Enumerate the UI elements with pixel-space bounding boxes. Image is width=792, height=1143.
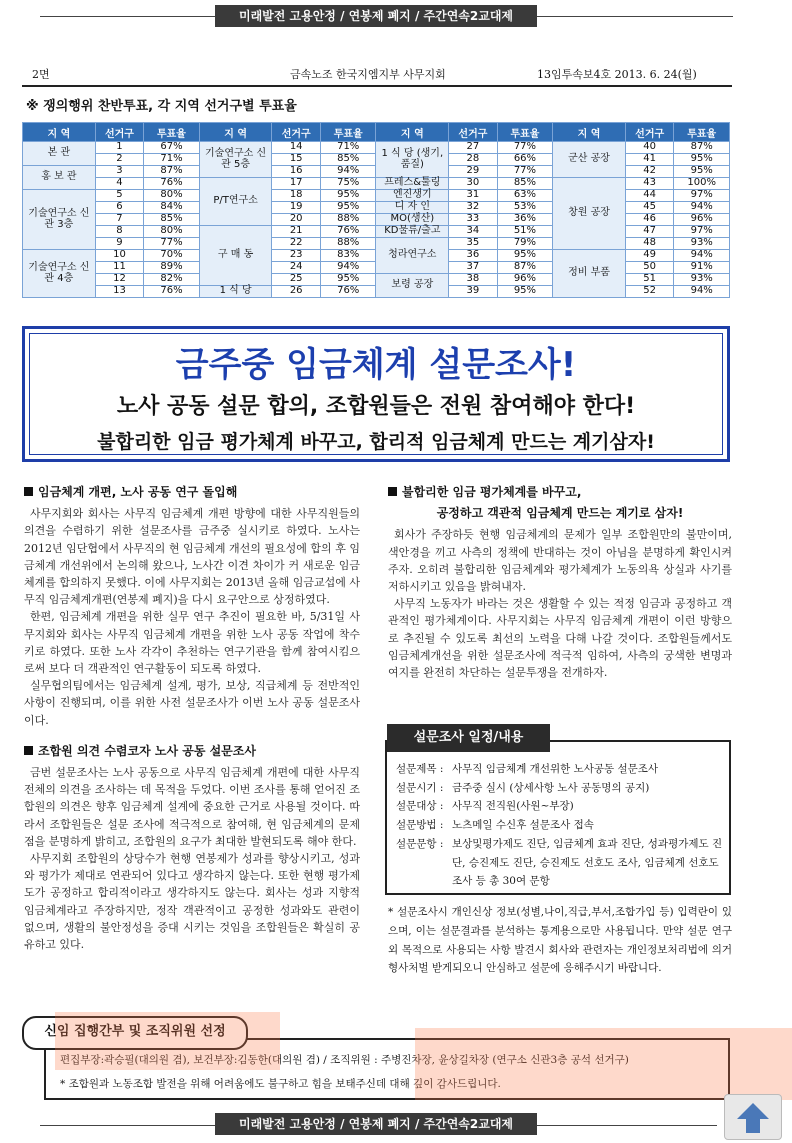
rate-cell: 76%	[320, 226, 376, 238]
rate-cell: 94%	[674, 202, 730, 214]
district-cell: 23	[272, 250, 320, 262]
scroll-top-button[interactable]	[724, 1094, 782, 1140]
rate-cell: 83%	[320, 250, 376, 262]
rate-cell: 79%	[497, 238, 553, 250]
rate-cell: 94%	[674, 250, 730, 262]
district-cell: 36	[449, 250, 497, 262]
region-cell: 보령 공장	[376, 274, 449, 298]
rate-cell: 96%	[674, 214, 730, 226]
district-cell: 8	[95, 226, 143, 238]
headline-main: 금주중 임금체계 설문조사!	[175, 345, 577, 385]
banner-rule-right	[537, 16, 733, 17]
survey-row	[396, 779, 726, 798]
survey-box-title: 설문조사 일정/내용	[387, 724, 550, 752]
left-column	[24, 484, 360, 953]
headline-sub-2: 불합리한 임금 평가체계 바꾸고, 합리적 임금체계 만드는 계기삼자!	[97, 431, 655, 453]
col-header: 선거구	[625, 123, 673, 142]
section-1-title: 임금체계 개편, 노사 공동 연구 돌입해	[38, 485, 238, 499]
survey-row	[396, 816, 726, 835]
rate-cell: 71%	[144, 154, 200, 166]
district-cell: 51	[625, 274, 673, 286]
district-cell: 17	[272, 178, 320, 190]
rate-cell: 77%	[497, 142, 553, 154]
banner-rule-right	[537, 1125, 717, 1126]
table-row	[23, 142, 730, 154]
district-cell: 11	[95, 262, 143, 274]
survey-info-rows	[396, 760, 726, 891]
highlight-mark	[55, 1012, 280, 1070]
rate-cell: 87%	[144, 166, 200, 178]
district-cell: 1	[95, 142, 143, 154]
district-cell: 19	[272, 202, 320, 214]
district-cell: 33	[449, 214, 497, 226]
district-cell: 15	[272, 154, 320, 166]
table-header-row	[23, 123, 730, 142]
col-header: 지 역	[199, 123, 272, 142]
bullet-square-icon	[24, 746, 33, 755]
district-cell: 42	[625, 166, 673, 178]
bullet-square-icon	[388, 487, 397, 496]
region-cell: 창원 공장	[553, 178, 626, 250]
survey-row	[396, 835, 726, 891]
section-title	[388, 484, 732, 501]
region-cell: 디 자 인	[376, 202, 449, 214]
district-cell: 2	[95, 154, 143, 166]
district-cell: 34	[449, 226, 497, 238]
district-cell: 37	[449, 262, 497, 274]
district-cell: 32	[449, 202, 497, 214]
district-cell: 50	[625, 262, 673, 274]
district-cell: 22	[272, 238, 320, 250]
rate-cell: 95%	[674, 166, 730, 178]
section-title	[24, 484, 360, 501]
rate-cell: 36%	[497, 214, 553, 226]
district-cell: 28	[449, 154, 497, 166]
section-2-para-1: 금번 설문조사는 노사 공동으로 사무직 임금체계 개편에 대한 사무직 전체의 의견을 조사하는 데 목적을 두었다. 이번 조사를 통해 얻어진 조합원의 의견은 향후 임금체계 설계에 중요한 근거로 사용될 것이다. 따라서 조합원들은 설문 조사에 적극적으로 참여해, 현 임금체계의 문제점을 분명하게 밝히고, 조합원의 요구가 최대한 발현되도록 해야 한다.	[24, 766, 360, 848]
section-3-para-2: 사무직 노동자가 바라는 것은 생활할 수 있는 적정 임금과 공정하고 객관적인 평가체계이다. 사무지회는 사무직 임금체계 개편이 이런 방향으로 추진될 수 있도록 최선의 노력을 다해 나갈 것이다. 조합원들께서도 임금체계개선을 위한 설문조사에 적극적 임하여, 사측의 궁색한 변명과 여지를 완전히 차단하는 설문투쟁을 전개하자.	[388, 597, 732, 680]
rate-cell: 91%	[674, 262, 730, 274]
appointment-line-2: * 조합원과 노동조합 발전을 위해 어려움에도 불구하고 힘을 보태주신데 대해 깊이 감사드립니다.	[60, 1078, 501, 1090]
appointment-line-1: 편집부장:곽승필(대의원 겸), 보건부장:김동한(대의원 겸) / 조직위원 : 주병진차장, 윤상길차장 (연구소 신관3층 공석 선거구)	[60, 1054, 629, 1066]
rate-cell: 95%	[674, 154, 730, 166]
district-cell: 14	[272, 142, 320, 154]
survey-row	[396, 797, 726, 816]
rate-cell: 97%	[674, 190, 730, 202]
rate-cell: 95%	[320, 274, 376, 286]
rate-cell: 95%	[497, 286, 553, 298]
table-row	[23, 178, 730, 190]
region-cell: 프레스&툴링	[376, 178, 449, 190]
district-cell: 20	[272, 214, 320, 226]
region-cell: MO(생산)	[376, 214, 449, 226]
region-cell: KD물류/출고	[376, 226, 449, 238]
rate-cell: 88%	[320, 238, 376, 250]
col-header: 투표율	[497, 123, 553, 142]
vote-table-title: ※ 쟁의행위 찬반투표, 각 지역 선거구별 투표율	[26, 99, 297, 114]
district-cell: 47	[625, 226, 673, 238]
section-1-para-3: 실무협의팀에서는 임금체계 설계, 평가, 보상, 직급체계 등 전반적인 사항이 진행되며, 이를 위한 사전 설문조사가 이번 노사 공동 설문조사이다.	[24, 679, 360, 727]
col-header: 지 역	[376, 123, 449, 142]
district-cell: 31	[449, 190, 497, 202]
section-title	[24, 743, 360, 760]
col-header: 선거구	[95, 123, 143, 142]
vote-rate-table	[22, 122, 730, 298]
col-header: 지 역	[23, 123, 96, 142]
district-cell: 52	[625, 286, 673, 298]
rate-cell: 95%	[320, 202, 376, 214]
rate-cell: 51%	[497, 226, 553, 238]
rate-cell: 94%	[320, 262, 376, 274]
rate-cell: 93%	[674, 274, 730, 286]
section-2-title: 조합원 의견 수렴코자 노사 공동 설문조사	[38, 743, 256, 758]
banner-rule-left	[40, 16, 215, 17]
district-cell: 9	[95, 238, 143, 250]
region-cell: 홍 보 관	[23, 166, 96, 190]
region-cell: 정비 부품	[553, 250, 626, 298]
rate-cell: 95%	[497, 250, 553, 262]
district-cell: 46	[625, 214, 673, 226]
region-cell: 기술연구소 신관 4층	[23, 250, 96, 298]
district-cell: 21	[272, 226, 320, 238]
rate-cell: 85%	[497, 178, 553, 190]
survey-row-value: 노츠메일 수신후 설문조사 접속	[452, 819, 594, 832]
district-cell: 25	[272, 274, 320, 286]
survey-row-value: 사무직 임금체계 개선위한 노사공동 설문조사	[452, 763, 659, 775]
rate-cell: 70%	[144, 250, 200, 262]
appointment-tag: 신임 집행간부 및 조직위원 선정	[22, 1016, 248, 1050]
region-cell: 엔진생기	[376, 190, 449, 202]
district-cell: 7	[95, 214, 143, 226]
survey-row-value: 금주중 실시 (상세사항 노사 공동명의 공지)	[452, 781, 650, 794]
rate-cell: 93%	[674, 238, 730, 250]
region-cell: 청라연구소	[376, 238, 449, 274]
rate-cell: 87%	[497, 262, 553, 274]
page-number: 2면	[32, 68, 50, 81]
headline-sub-1: 노사 공동 설문 합의, 조합원들은 전원 참여해야 한다!	[116, 394, 636, 419]
banner-rule-left	[40, 1125, 215, 1126]
section-3-title-1: 불합리한 임금 평가체계를 바꾸고,	[402, 485, 582, 499]
meta-rule	[22, 85, 732, 87]
district-cell: 43	[625, 178, 673, 190]
rate-cell: 88%	[320, 214, 376, 226]
rate-cell: 100%	[674, 178, 730, 190]
district-cell: 16	[272, 166, 320, 178]
rate-cell: 82%	[144, 274, 200, 286]
rate-cell: 76%	[320, 286, 376, 298]
rate-cell: 63%	[497, 190, 553, 202]
district-cell: 39	[449, 286, 497, 298]
rate-cell: 77%	[144, 238, 200, 250]
rate-cell: 76%	[144, 178, 200, 190]
col-header: 선거구	[272, 123, 320, 142]
rate-cell: 97%	[674, 226, 730, 238]
district-cell: 30	[449, 178, 497, 190]
district-cell: 10	[95, 250, 143, 262]
page-meta	[22, 66, 732, 82]
privacy-notice: * 설문조사시 개인신상 정보(성별,나이,직급,부서,조합가입 등) 입력란이 있으며, 이는 설문결과를 분석하는 통계용으로만 사용됩니다. 만약 설문 연구외 목적으로 사용되는 사항 발견시 회사와 관련자는 개인정보처리법에 의거 형사처벌 받게되오니 안심하고 설문에 응해주시기 바랍니다.	[388, 906, 732, 975]
survey-row-key: 설문시기 :	[396, 781, 444, 794]
bottom-banner: 미래발전 고용안정 / 연봉제 폐지 / 주간연속2교대제	[215, 1113, 537, 1135]
top-banner: 미래발전 고용안정 / 연봉제 폐지 / 주간연속2교대제	[215, 5, 537, 27]
section-3-para-1: 회사가 주장하듯 현행 임금체계의 문제가 일부 조합원만의 불만이며, 색안경을 끼고 사측의 정책에 반대하는 것이 아님을 분명하게 확인시켜주자. 오히려 불합리한 임금체계와 평가체계가 노동의욕 상실과 사기를 저하시키고 있음을 밝혀내자.	[388, 528, 732, 594]
bullet-square-icon	[24, 487, 33, 496]
col-header: 선거구	[449, 123, 497, 142]
district-cell: 12	[95, 274, 143, 286]
rate-cell: 77%	[497, 166, 553, 178]
rate-cell: 89%	[144, 262, 200, 274]
col-header: 투표율	[674, 123, 730, 142]
col-header: 투표율	[144, 123, 200, 142]
district-cell: 49	[625, 250, 673, 262]
section-1-para-1: 사무지회와 회사는 사무직 임금체계 개편 방향에 대한 사무직원들의 의견을 수렴하기 위한 설문조사를 금주중 실시키로 하였다. 노사는 2012년 임단협에서 사무직의 현 임금체계 개선의 필요성에 합의 후 임금체계 개선위에서 논의해 왔으나, 노사간 이견 차이가 커 새로운 임금체계를 합의하지 못했다. 이에 사무지회는 2013년 올해 임금교섭에 사무직 임금체계개편(연봉제 폐지)을 다시 요구안으로 상정하였다.	[24, 507, 360, 607]
rate-cell: 67%	[144, 142, 200, 154]
rate-cell: 84%	[144, 202, 200, 214]
district-cell: 48	[625, 238, 673, 250]
district-cell: 38	[449, 274, 497, 286]
survey-row-key: 설문방법 :	[396, 819, 444, 832]
survey-row-key: 설문제목 :	[396, 763, 444, 775]
district-cell: 5	[95, 190, 143, 202]
arrow-up-icon	[725, 1095, 781, 1139]
region-cell: 1 식 당	[199, 286, 272, 298]
section-1-para-2: 한편, 임금체계 개편을 위한 실무 연구 추진이 필요한 바, 5/31일 사무지회와 회사는 사무직 임금체계 개편을 위한 노사 공동 작업에 착수키로 하였다. 또한 노사 각각이 추천하는 연구기관을 함께 참여시킴으로써 보다 더 객관적인 연구활동이 되도록 하였다.	[24, 610, 360, 676]
rate-cell: 94%	[674, 286, 730, 298]
rate-cell: 95%	[320, 190, 376, 202]
survey-row-value: 사무직 전직원(사원~부장)	[452, 800, 574, 813]
rate-cell: 76%	[144, 286, 200, 298]
region-cell: 군산 공장	[553, 142, 626, 178]
rate-cell: 53%	[497, 202, 553, 214]
district-cell: 40	[625, 142, 673, 154]
rate-cell: 80%	[144, 226, 200, 238]
region-cell: 1 식 당 (생기,품질)	[376, 142, 449, 178]
region-cell: 구 매 동	[199, 226, 272, 286]
highlight-mark	[415, 1028, 792, 1100]
rate-cell: 96%	[497, 274, 553, 286]
rate-cell: 85%	[320, 154, 376, 166]
col-header: 투표율	[320, 123, 376, 142]
district-cell: 13	[95, 286, 143, 298]
rate-cell: 85%	[144, 214, 200, 226]
survey-row-value: 보상및평가제도 진단, 임금체계 효과 진단, 성과평가제도 진단, 승진제도 진단, 승진제도 선호도 조사, 임금체계 선호도 조사 등 총 30여 문항	[452, 837, 723, 888]
survey-row-key: 설문대상 :	[396, 800, 444, 813]
district-cell: 3	[95, 166, 143, 178]
right-column	[388, 484, 732, 681]
region-cell: 기술연구소 신관 5층	[199, 142, 272, 178]
headline-box	[22, 326, 730, 462]
district-cell: 35	[449, 238, 497, 250]
rate-cell: 87%	[674, 142, 730, 154]
col-header: 지 역	[553, 123, 626, 142]
region-cell: P/T연구소	[199, 178, 272, 226]
rate-cell: 66%	[497, 154, 553, 166]
rate-cell: 71%	[320, 142, 376, 154]
region-cell: 기술연구소 신관 3층	[23, 190, 96, 250]
district-cell: 27	[449, 142, 497, 154]
region-cell: 본 관	[23, 142, 96, 166]
survey-row-key: 설문문항 :	[396, 837, 444, 850]
district-cell: 45	[625, 202, 673, 214]
district-cell: 29	[449, 166, 497, 178]
rate-cell: 94%	[320, 166, 376, 178]
rate-cell: 80%	[144, 190, 200, 202]
district-cell: 44	[625, 190, 673, 202]
rate-cell: 75%	[320, 178, 376, 190]
section-3-title-2: 공정하고 객관적 임금체계 만드는 계기로 삼자!	[436, 506, 684, 521]
district-cell: 41	[625, 154, 673, 166]
district-cell: 24	[272, 262, 320, 274]
publisher: 금속노조 한국지엠지부 사무지회	[290, 68, 446, 81]
district-cell: 4	[95, 178, 143, 190]
section-2-para-2: 사무지회 조합원의 상당수가 현행 연봉제가 성과를 향상시키고, 성과와 평가가 제대로 연관되어 있다고 생각하지 않는다. 또한 현행 평가제도가 공정하고 합리적이라고 생각하지도 않는다. 회사는 성과 지향적 임금체계라고 주장하지만, 정작 객관적이고 공정한 성과와도 관련이 없으며, 생활의 불안정성을 증대 시키는 것임을 조합원들은 확실히 공유하고 있다.	[24, 852, 360, 952]
district-cell: 6	[95, 202, 143, 214]
issue-date: 13임투속보4호 2013. 6. 24(월)	[537, 68, 697, 81]
survey-row	[396, 760, 726, 779]
district-cell: 18	[272, 190, 320, 202]
district-cell: 26	[272, 286, 320, 298]
